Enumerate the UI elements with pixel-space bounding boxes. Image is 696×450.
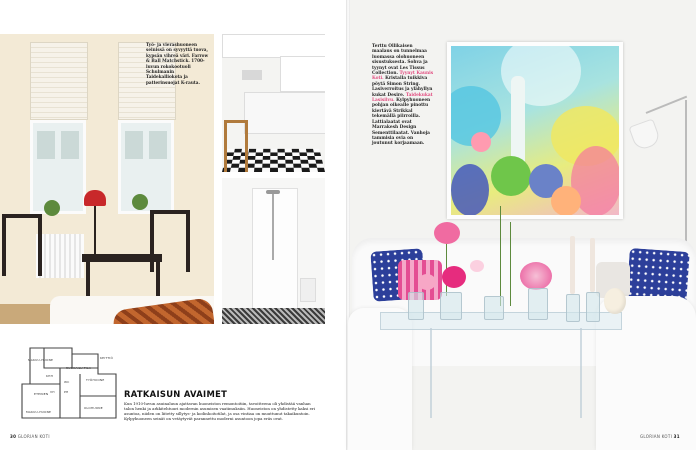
folio-left: [10, 434, 50, 439]
magazine-name: GLORIAN KOTI: [640, 434, 673, 439]
patterned-tile-floor: [222, 308, 325, 324]
rococo-chair: [2, 214, 42, 276]
glass-vase: [408, 292, 424, 320]
candle-holder: [586, 292, 600, 322]
folio-right: [640, 434, 680, 439]
plan-label: ETEINEN: [34, 392, 49, 396]
paint-blob: [451, 164, 489, 215]
section-title: RATKAISUN AVAIMET: [124, 389, 228, 399]
paint-blob: [491, 156, 531, 196]
plant: [44, 200, 60, 216]
candle-holder: [566, 294, 580, 322]
peony-flower: [442, 266, 466, 288]
egg-sculpture: [604, 288, 626, 314]
plan-label: PH: [64, 390, 69, 394]
plan-label: KEITTIÖ: [100, 356, 114, 360]
plan-label: OLOHUONE: [84, 406, 103, 410]
plan-label: VH: [50, 390, 55, 394]
abstract-painting: [451, 46, 619, 215]
candle: [570, 236, 575, 294]
flower-stem: [500, 206, 501, 306]
candle: [590, 238, 595, 292]
caption-text: Kylpyhuoneen pohjan oikealle pinottu kiertävä Strikkal tekemällä piirroilla. Lattialaatat ovat Marrakesh Design Sementtilaatat. Vanhoja tammisia ovia on joutunut korjaamaan.: [372, 98, 431, 147]
plan-label: RUOKAILU-TILA: [66, 366, 92, 370]
plan-label: WC: [64, 380, 70, 384]
radiator-cover: [36, 234, 84, 278]
glass-vase: [440, 292, 462, 320]
glass-vase: [528, 288, 548, 320]
shower-pipe: [272, 190, 274, 260]
plan-label: MAKUU-HUONE: [26, 410, 52, 414]
caption-credit: Tyynyt Kaunis Koti.: [372, 71, 434, 82]
magazine-name: GLORIAN KOTI: [17, 434, 50, 439]
upper-cabinets: [222, 34, 325, 58]
flower-stem: [510, 222, 511, 306]
peony-flower: [470, 260, 484, 272]
wooden-stool: [224, 120, 248, 172]
glass-vase: [484, 296, 504, 320]
kitchen-photo: [222, 34, 325, 172]
shower-head: [266, 190, 280, 194]
plan-label: MAKUU-HUONE: [28, 358, 54, 362]
flower-stem: [446, 236, 447, 296]
counter: [244, 92, 325, 134]
bathroom-photo: [222, 178, 325, 324]
paint-blob: [551, 186, 581, 215]
lamp-pole: [94, 206, 96, 254]
red-lamp-shade: [84, 190, 106, 206]
table-leg: [580, 328, 582, 418]
rose-bouquet: [520, 262, 552, 290]
section-body: Kun 1910-luvun asuinaluun ajattavan huoneiston remontoitiin, tavoitteena oli yhdistää vanhan talon henki ja arkkitehtuuri modernin asumisen vaatimuksiin. Huoneiston on yhdistetty kaksi eri asuntoa, niiden on liitetty sillytys- ja kodinhoitotilat, ja osa vintiaa on muuttunut takaikuntoin. Kylpyhuoneen seinät on vetäytyvät parannettu moderni asuntoon jopa eräs ovat.: [124, 401, 315, 421]
page-number: 30: [10, 434, 17, 439]
shower-glass: [252, 188, 298, 310]
wall-cabinet: [280, 56, 325, 92]
caption-text: Kristalla tuikkiva pöytä Simon String. Lasiverroitus ja ylähyllyn kukat Desire.: [372, 76, 433, 98]
floor-plan: [20, 344, 120, 420]
caption-text: Terttu Ollikaisen maalaus on tunnelmaa luomassa olohuoneen sisustuksesta. Sohva ja tyynyt ovat Les Tissus Collection.: [372, 44, 428, 77]
bedroom-caption: Työ- ja vierashuoneen seinissä on syvyyttä tuova, kypsän vihreä väri. Farrow & Ball Matchstick. 1700-luvun rokokootuoli Schulmanin Taidekalliokota ja patterinsuojat K-rauta.: [146, 42, 209, 85]
toilet: [300, 278, 316, 302]
page-number: 31: [673, 434, 680, 439]
paint-blob: [471, 132, 491, 152]
range-hood: [242, 70, 262, 80]
living-room-caption: [372, 44, 434, 147]
plant: [132, 194, 148, 210]
caption-credit: Taidekukat Lasisiivu.: [372, 92, 433, 104]
table-leg: [430, 328, 432, 418]
window-blind: [30, 42, 88, 120]
window: [30, 120, 86, 214]
peony-flower: [434, 222, 460, 244]
black-chair: [150, 210, 190, 272]
peony-flower: [418, 274, 436, 290]
plan-label: KHH: [46, 374, 54, 378]
plan-label: TYÖHUONE: [86, 378, 105, 382]
